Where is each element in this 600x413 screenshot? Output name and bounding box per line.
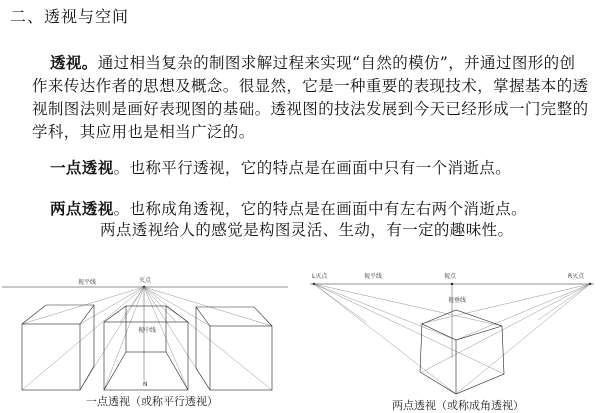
horizon-label: 视平线 [78,279,97,286]
paragraph-one-point [32,156,590,180]
one-point-caption: 一点透视（或称平行透视） [86,395,218,408]
two-point-cube [420,310,504,394]
paragraph-two-point-text: 。也称成角透视，它的特点是在画面中有左右两个消逝点。 [113,200,528,218]
n-label: N [143,381,148,388]
right-cube [196,307,272,390]
vanishing-point-label: 灭点 [139,277,152,284]
right-vp-label: R灭点 [568,273,585,280]
view-point-label: 视点 [444,273,457,280]
paragraph-perspective-text: 通过相当复杂的制图求解过程来实现“自然的模仿”，并通过图形的创作来传达作者的思想及概念。很显然，它是一种重要的表现技术，掌握基本的透视制图法则是画好表现图的基础。透视图的技法发展到今天已经形成一门完整的学科，其应用也是相当广泛的。 [32,54,589,141]
paragraph-two-point [32,197,590,221]
center-line-label: 视中线 [138,327,157,334]
paragraph-two-point-feeling: 两点透视给人的感觉是构图灵活、生动，有一定的趣味性。 [100,221,514,239]
center-line-label-2: 视垂线 [448,297,467,304]
horizon-label-2: 视平线 [364,273,383,280]
two-point-perspective-figure [306,262,598,408]
paragraph-perspective [32,51,590,144]
paragraph-one-point-text: 。也称平行透视，它的特点是在画面中只有一个消逝点。 [113,159,512,177]
term-perspective: 透视。 [50,53,98,72]
two-point-caption: 两点透视（或称成角透视） [392,399,524,412]
section-heading: 二、透视与空间 [10,7,130,26]
term-one-point: 一点透视 [50,158,114,177]
left-vp-label: L灭点 [312,273,328,280]
middle-cube [104,306,188,390]
left-cube [22,305,94,390]
term-two-point: 两点透视 [50,199,114,218]
one-point-perspective-figure [2,262,288,408]
